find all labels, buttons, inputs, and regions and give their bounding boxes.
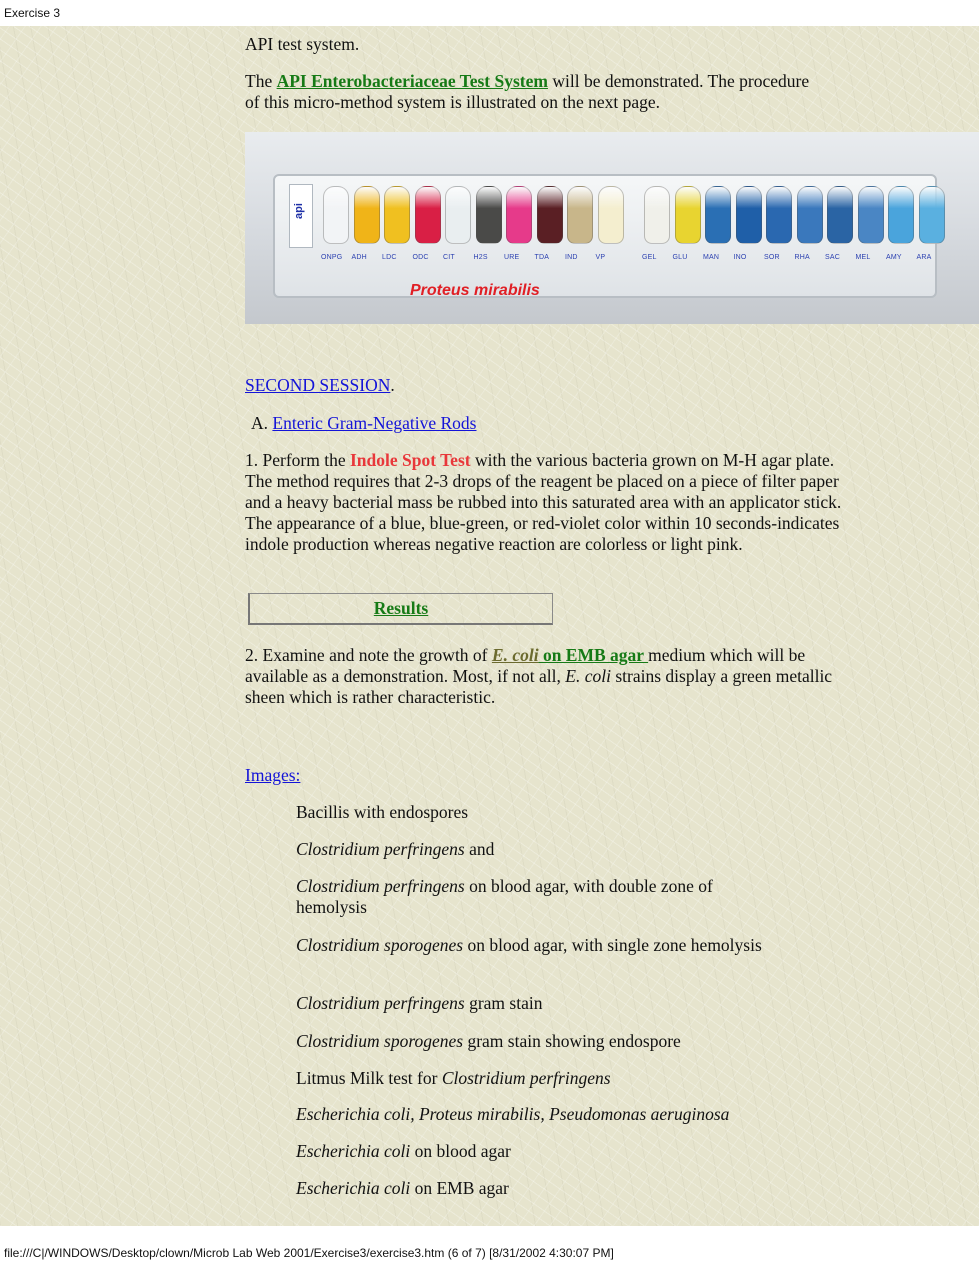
emb-paragraph: 2. Examine and note the growth of E. coli on EMB agar medium which will be available as a demonstration. Most, if not all, E. coli strains display a green metallic sheen which is rather characteristic. xyxy=(245,645,833,707)
second-session-heading: SECOND SESSION. xyxy=(245,375,395,395)
image-link-item[interactable]: Bacillis with endospores xyxy=(296,802,469,822)
cupule-label: ADH xyxy=(351,254,367,261)
image-link-item[interactable]: Escherichia coli on blood agar xyxy=(296,1141,511,1161)
cupule-label: GEL xyxy=(642,254,657,261)
cupule-label: IND xyxy=(565,254,578,261)
results-box xyxy=(248,593,553,625)
cupule-label: CIT xyxy=(443,254,455,261)
cupule-label: VP xyxy=(595,254,606,261)
image-link-item[interactable]: Escherichia coli on EMB agar xyxy=(296,1178,509,1198)
cupule-label: ONPG xyxy=(321,254,343,261)
cupule-ldc xyxy=(384,186,410,244)
second-session-link[interactable]: SECOND SESSION xyxy=(245,375,391,395)
cupule-man xyxy=(705,186,731,244)
cupule-label: MEL xyxy=(855,254,871,261)
intro-text-post: will be demonstrated. The procedure of this micro-method system is illustrated on the next page. xyxy=(245,71,810,112)
cupule-vp xyxy=(598,186,624,244)
cupule-ure xyxy=(506,186,532,244)
ecoli-link[interactable]: E. coli xyxy=(491,645,539,665)
species-label: Proteus mirabilis xyxy=(410,282,540,299)
cupule-label: H2S xyxy=(473,254,488,261)
section-a xyxy=(251,413,477,434)
image-link-item[interactable]: Clostridium perfringens and xyxy=(296,839,495,859)
cupule-tda xyxy=(537,186,563,244)
cupule-label: SAC xyxy=(825,254,840,261)
cupule-label: SOR xyxy=(764,254,780,261)
cupule-label: ARA xyxy=(916,254,932,261)
section-a-prefix: A. xyxy=(251,413,273,433)
cupule-label: GLU xyxy=(672,254,688,261)
cupule-glu xyxy=(675,186,701,244)
image-link-item[interactable]: Clostridium sporogenes on blood agar, with single zone hemolysis xyxy=(296,935,762,955)
intro-text-pre: The xyxy=(245,71,277,91)
cupule-h2s xyxy=(476,186,502,244)
emb-agar-link[interactable]: on EMB agar xyxy=(538,645,649,665)
cupule-label: INO xyxy=(733,254,747,261)
cupule-label: AMY xyxy=(886,254,902,261)
cupule-gel xyxy=(644,186,670,244)
cupule-label: LDC xyxy=(382,254,397,261)
api-logo: api xyxy=(289,184,313,248)
indole-paragraph: 1. Perform the Indole Spot Test with the various bacteria grown on M-H agar plate. The method requires that 2-3 drops of the reagent be placed on a piece of filter paper and a heavy bacterial mass be rubbed into this saturated area with an applicator stick. The appearance of a blue, blue-green, or red-violet color within 10 seconds-indicates indole production whereas negative reaction are colorless or light pink. xyxy=(245,450,842,554)
indole-spot-test: Indole Spot Test xyxy=(349,450,471,470)
cupule-rha xyxy=(797,186,823,244)
api-system-link[interactable]: API Enterobacteriaceae Test System xyxy=(276,71,548,91)
image-link-item[interactable]: Clostridium perfringens gram stain xyxy=(296,993,543,1013)
cupule-ino xyxy=(736,186,762,244)
cupule-odc xyxy=(415,186,441,244)
cupule-adh xyxy=(354,186,380,244)
cupule-label: ODC xyxy=(412,254,429,261)
cupule-mel xyxy=(858,186,884,244)
image-link-item[interactable]: Clostridium perfringens on blood agar, with double zone of hemolysis xyxy=(296,876,713,917)
cupule-sac xyxy=(827,186,853,244)
page-header: Exercise 3 xyxy=(0,0,979,26)
image-link-item[interactable]: Escherichia coli, Proteus mirabilis, Pseudomonas aeruginosa xyxy=(296,1104,730,1124)
intro-paragraph xyxy=(245,71,825,113)
images-heading xyxy=(245,765,300,786)
cupule-label: RHA xyxy=(794,254,810,261)
cupule-label: URE xyxy=(504,254,520,261)
cupule-ind xyxy=(567,186,593,244)
intro-line: API test system. xyxy=(245,34,360,54)
cupule-label: MAN xyxy=(703,254,720,261)
cupule-ara xyxy=(919,186,945,244)
results-link[interactable]: Results xyxy=(373,598,429,618)
cupule-label: TDA xyxy=(534,254,550,261)
api-strip-photo xyxy=(245,132,979,324)
page-footer: file:///C|/WINDOWS/Desktop/clown/Microb Lab Web 2001/Exercise3/exercise3.htm (6 of 7) [8/31/2002 4:30:07 PM] xyxy=(0,1240,979,1267)
images-link[interactable]: Images: xyxy=(245,765,301,785)
cupule-cit xyxy=(445,186,471,244)
image-link-item[interactable]: Litmus Milk test for Clostridium perfringens xyxy=(296,1068,611,1088)
cupule-sor xyxy=(766,186,792,244)
image-link-item[interactable]: Clostridium sporogenes gram stain showing endospore xyxy=(296,1031,681,1051)
cupule-onpg xyxy=(323,186,349,244)
cupule-amy xyxy=(888,186,914,244)
enteric-rods-link[interactable]: Enteric Gram-Negative Rods xyxy=(272,413,477,433)
api-strip xyxy=(273,174,937,298)
